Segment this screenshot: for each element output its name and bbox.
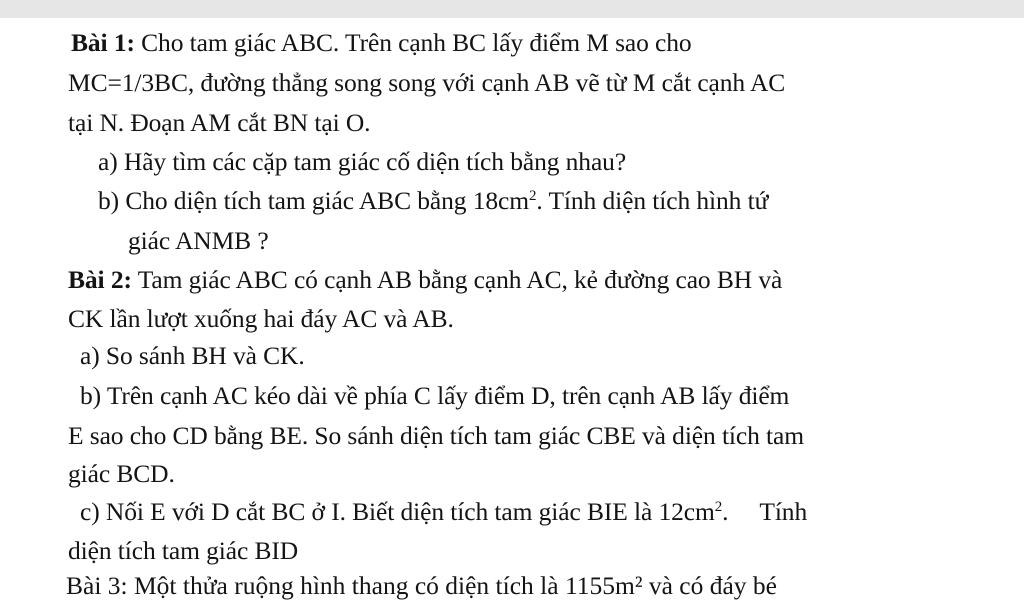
text-after: . Tính diện tích hình tứ: [536, 186, 769, 215]
bai1-heading: Bài 1:: [71, 28, 135, 57]
superscript: 2: [528, 188, 537, 204]
text: b) Cho diện tích tam giác ABC bằng 18cm: [98, 186, 529, 215]
text: c) Nối E với D cắt BC ở I. Biết diện tích tam giác BIE là 12cm: [80, 497, 715, 526]
bai2-text: Tam giác ABC có cạnh AB bằng cạnh AC, kẻ đường cao BH và: [131, 265, 783, 294]
bai1-question-b-cont: [128, 226, 269, 256]
text: b) Trên cạnh AC kéo dài về phía C lấy điểm D, trên cạnh AB lấy điểm: [80, 381, 790, 410]
text: a) So sánh BH và CK.: [80, 341, 305, 370]
bai2-question-b-cont-1: [68, 421, 804, 451]
text: a) Hãy tìm các cặp tam giác cố diện tích bằng nhau?: [98, 147, 627, 176]
cutoff-text: Bài 3: Một thửa ruộng hình thang có diện tích là 1155m² và có đáy bé: [66, 571, 777, 600]
bai2-question-b-cont-2: [68, 459, 175, 489]
bai1-line-1: [71, 28, 692, 58]
bai2-question-c-cont: [68, 536, 298, 566]
text: MC=1/3BC, đường thẳng song song với cạnh AB vẽ từ M cắt cạnh AC: [68, 68, 786, 97]
text-after: . Tính: [722, 497, 808, 526]
text: CK lần lượt xuống hai đáy AC và AB.: [68, 304, 454, 333]
top-bar: [0, 0, 1024, 18]
bai2-question-a: [80, 341, 305, 371]
bai2-line-1: [68, 265, 782, 295]
text: giác BCD.: [68, 459, 175, 488]
text: E sao cho CD bằng BE. So sánh diện tích tam giác CBE và diện tích tam: [68, 421, 804, 450]
bai1-line-3: [68, 108, 370, 138]
superscript: 2: [714, 499, 723, 515]
text: giác ANMB ?: [128, 226, 269, 255]
bai1-question-b: [98, 186, 768, 216]
bai2-heading: Bài 2:: [68, 265, 132, 294]
text: tại N. Đoạn AM cắt BN tại O.: [68, 108, 371, 137]
bai1-line-2: [68, 68, 785, 98]
cutoff-line: [66, 571, 966, 600]
bai1-question-a: [98, 147, 626, 177]
bai2-question-c: [80, 497, 807, 527]
bai1-text: Cho tam giác ABC. Trên cạnh BC lấy điểm M sao cho: [134, 28, 692, 57]
bai2-question-b: [80, 381, 789, 411]
text: diện tích tam giác BID: [68, 536, 299, 565]
bai2-line-2: [68, 304, 454, 334]
